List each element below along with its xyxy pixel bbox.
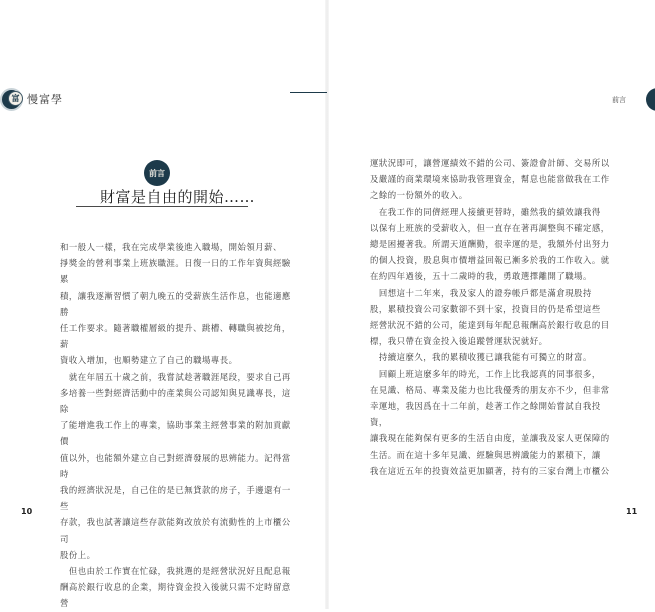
book-title: 慢富學 bbox=[27, 93, 63, 106]
right-page-body: 運狀況即可，讓營運績效不錯的公司、簽證會計師、交易所以 及嚴謹的商業環境來協助我管理資金，幫息也能當做我在工作 之餘的一份額外的收入。 在我工作的同儕經理人接續更替時，雖然我的績效讓我得 以保有上班族的受薪收入，但一直存在著再調整與不確定感， 總是困擾著我。所謂天道酬勤，很幸運的是，我額外付出努力 的個人投資，股息與市價增益回報已漸多於我的工作收入。就 在約四年過後，五十二歲時的我，勇敢選擇離開了職場。 回想這十二年來，我及家人的證券帳戶都是滿倉現股持 股，累積投資公司家數卻不到十家，投資目的仍是希望這些 經營狀況不錯的公司，能達到每年配息報酬高於銀行收息的目 標，我只帶在資金投入後追蹤營運狀況就好。 持續這麼久，我的累積收獲已讓我能有可獨立的財富。 回顧上班這麼多年的時光，工作上比我認真的同事很多， 在見識、格局、專業及能力也比我優秀的朋友亦不少，但非常 幸運地，我因爲在十二年前，趁著工作之餘開始嘗試自我投資， 讓我現在能夠保有更多的生活自由度，並讓我及家人更保障的 生活。而在這十多年見識、經驗與思辨識能力的累積下，讓 我在這近五年的投資效益更加顯著，持有的三家台灣上市櫃公 bbox=[370, 158, 610, 476]
section-tab-label: 前言 bbox=[612, 96, 626, 104]
header-rule bbox=[290, 92, 327, 105]
chapter-badge: 前言 bbox=[144, 160, 170, 186]
page-number-right: 11 bbox=[626, 507, 638, 516]
left-page-body: 和一般人一樣，我在完成學業後進入職場，開始領月薪、 掙獎金的營利事業上班族職涯。日復一日的工作年資與經驗累 積，讓我逐漸習慣了朝九晚五的受薪族生活作息，也能適應勝 任工作要求。隨著職權層級的提升、跳槽、轉職與被挖角，薪 資收入增加，也順勢建立了自己的職場專長。 就在年屆五十歲之前，我嘗試趁著職涯尾段，要求自己再 多培養一些對經濟活動中的產業與公司認知與見識專長，這除 了能增進我工作上的專業，協助事業主經營事業的附加貢獻價 值以外，也能額外建立自己對經濟發展的思辨能力。記得當時 我的經濟狀況是，自己住的是已無貸款的房子，手邊還有一些 存款，我也試著讓這些存款能夠改放於有流動性的上市櫃公司 股份上。 但也由於工作實在忙碌，我挑選的是經營狀況好且配息報 酬高於銀行收息的企業，期待資金投入後就只需不定時留意營 bbox=[60, 242, 291, 609]
page-number-left: 10 bbox=[21, 507, 33, 516]
book-logo-icon: 富 bbox=[8, 91, 23, 106]
chapter-title: 財富是自由的開始…… bbox=[100, 188, 256, 206]
title-underline bbox=[76, 206, 248, 207]
